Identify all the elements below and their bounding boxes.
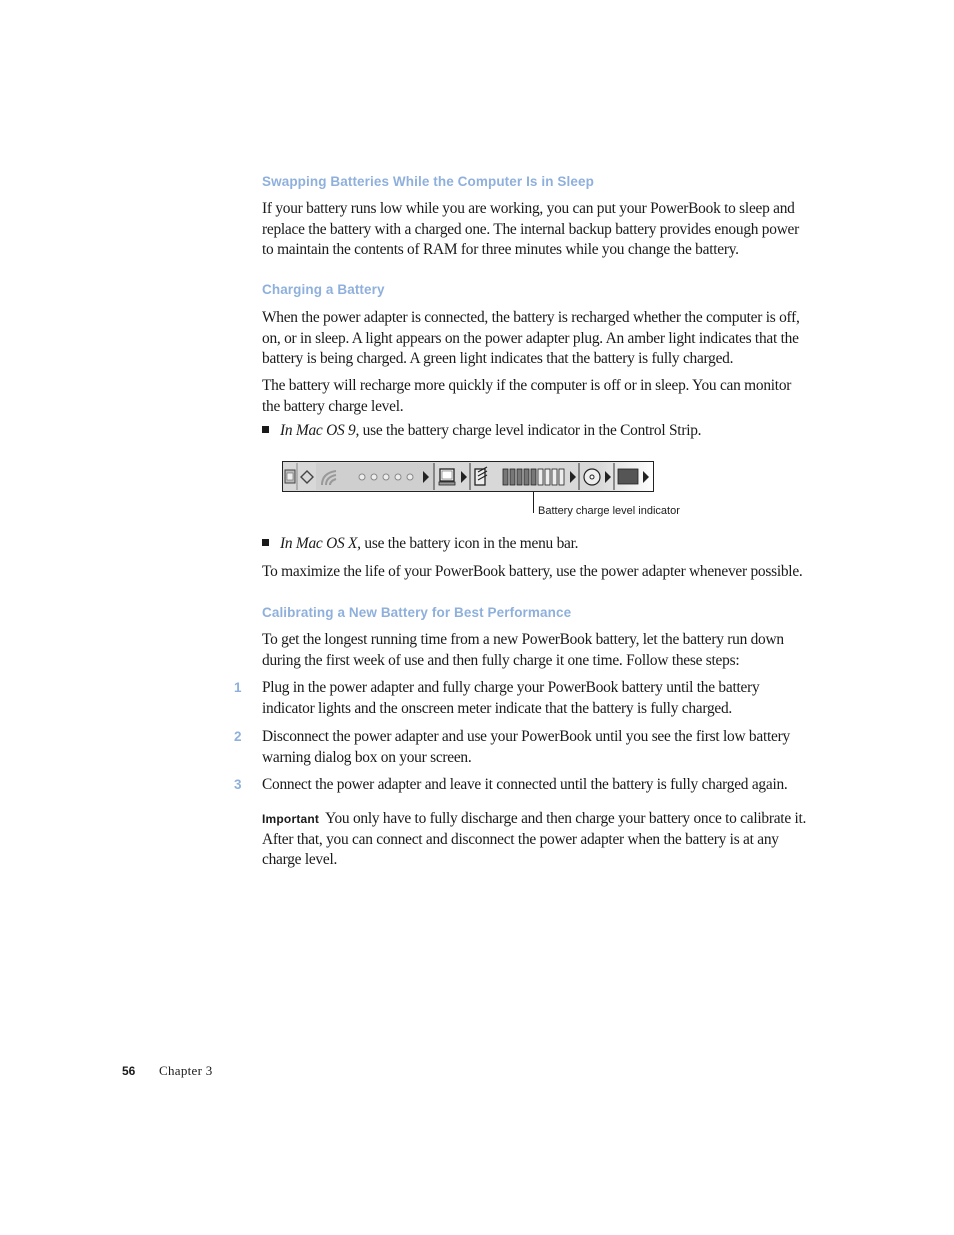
- step-text: Plug in the power adapter and fully charge your PowerBook battery until the battery indicator lights and the onscreen meter indicate that the battery is fully charged.: [262, 679, 760, 717]
- step-number: 2: [234, 729, 242, 744]
- important-label: Important: [262, 812, 320, 826]
- bullet-text: use the battery icon in the menu bar.: [360, 535, 579, 552]
- bullet-text: use the battery charge level indicator in the Control Strip.: [359, 422, 702, 439]
- important-note: [262, 809, 807, 871]
- step-number: 1: [234, 680, 242, 695]
- paragraph-charging-2: The battery will recharge more quickly if the computer is off or in sleep. You can monitor the battery charge level.: [262, 377, 792, 415]
- file-sharing-icon: [475, 467, 487, 485]
- paragraph-charging-1: When the power adapter is connected, the battery is recharged whether the computer is off, on, or in sleep. A light appears on the power adapter plug. An amber light indicates that the battery is being charged. A green light indicates that the battery is fully charged.: [262, 309, 800, 367]
- section-heading-charging: Charging a Battery: [262, 282, 385, 297]
- control-strip-illustration: [282, 461, 654, 492]
- bullet-emphasis: In Mac OS 9,: [280, 422, 360, 439]
- step-number: 3: [234, 777, 242, 792]
- section-heading-swapping: Swapping Batteries While the Computer Is in Sleep: [262, 174, 594, 189]
- callout-label: Battery charge level indicator: [538, 505, 680, 517]
- bullet-square-icon: [262, 539, 269, 546]
- important-text: You only have to fully discharge and then charge your battery once to calibrate it. After that, you can connect and disconnect the power adapter when the battery is at any charge level.: [262, 810, 807, 868]
- step-text: Connect the power adapter and leave it connected until the battery is fully charged again.: [262, 776, 788, 793]
- chapter-label: Chapter 3: [159, 1063, 213, 1078]
- step-text: Disconnect the power adapter and use your PowerBook until you see the first low battery warning dialog box on your screen.: [262, 728, 790, 766]
- collapse-tab-icon: [285, 470, 295, 483]
- paragraph-swapping: If your battery runs low while you are working, you can put your PowerBook to sleep and replace the battery with a charged one. The internal backup battery provides enough power to maintain the contents of RAM for three minutes while you change the battery.: [262, 200, 800, 258]
- bullet-emphasis: In Mac OS X,: [280, 535, 361, 552]
- page-number: 56: [122, 1064, 136, 1078]
- section-heading-calibrating: Calibrating a New Battery for Best Performance: [262, 605, 572, 620]
- bullet-mac-os-9: [262, 421, 807, 442]
- paragraph-calibrating-intro: To get the longest running time from a new PowerBook battery, let the battery run down during the first week of use and then fully charge it one time. Follow these steps:: [262, 631, 784, 669]
- callout-leader-line: [533, 492, 534, 513]
- paragraph-charging-3: To maximize the life of your PowerBook battery, use the power adapter whenever possible.: [262, 563, 803, 580]
- bullet-mac-os-x: [262, 534, 807, 555]
- bullet-square-icon: [262, 426, 269, 433]
